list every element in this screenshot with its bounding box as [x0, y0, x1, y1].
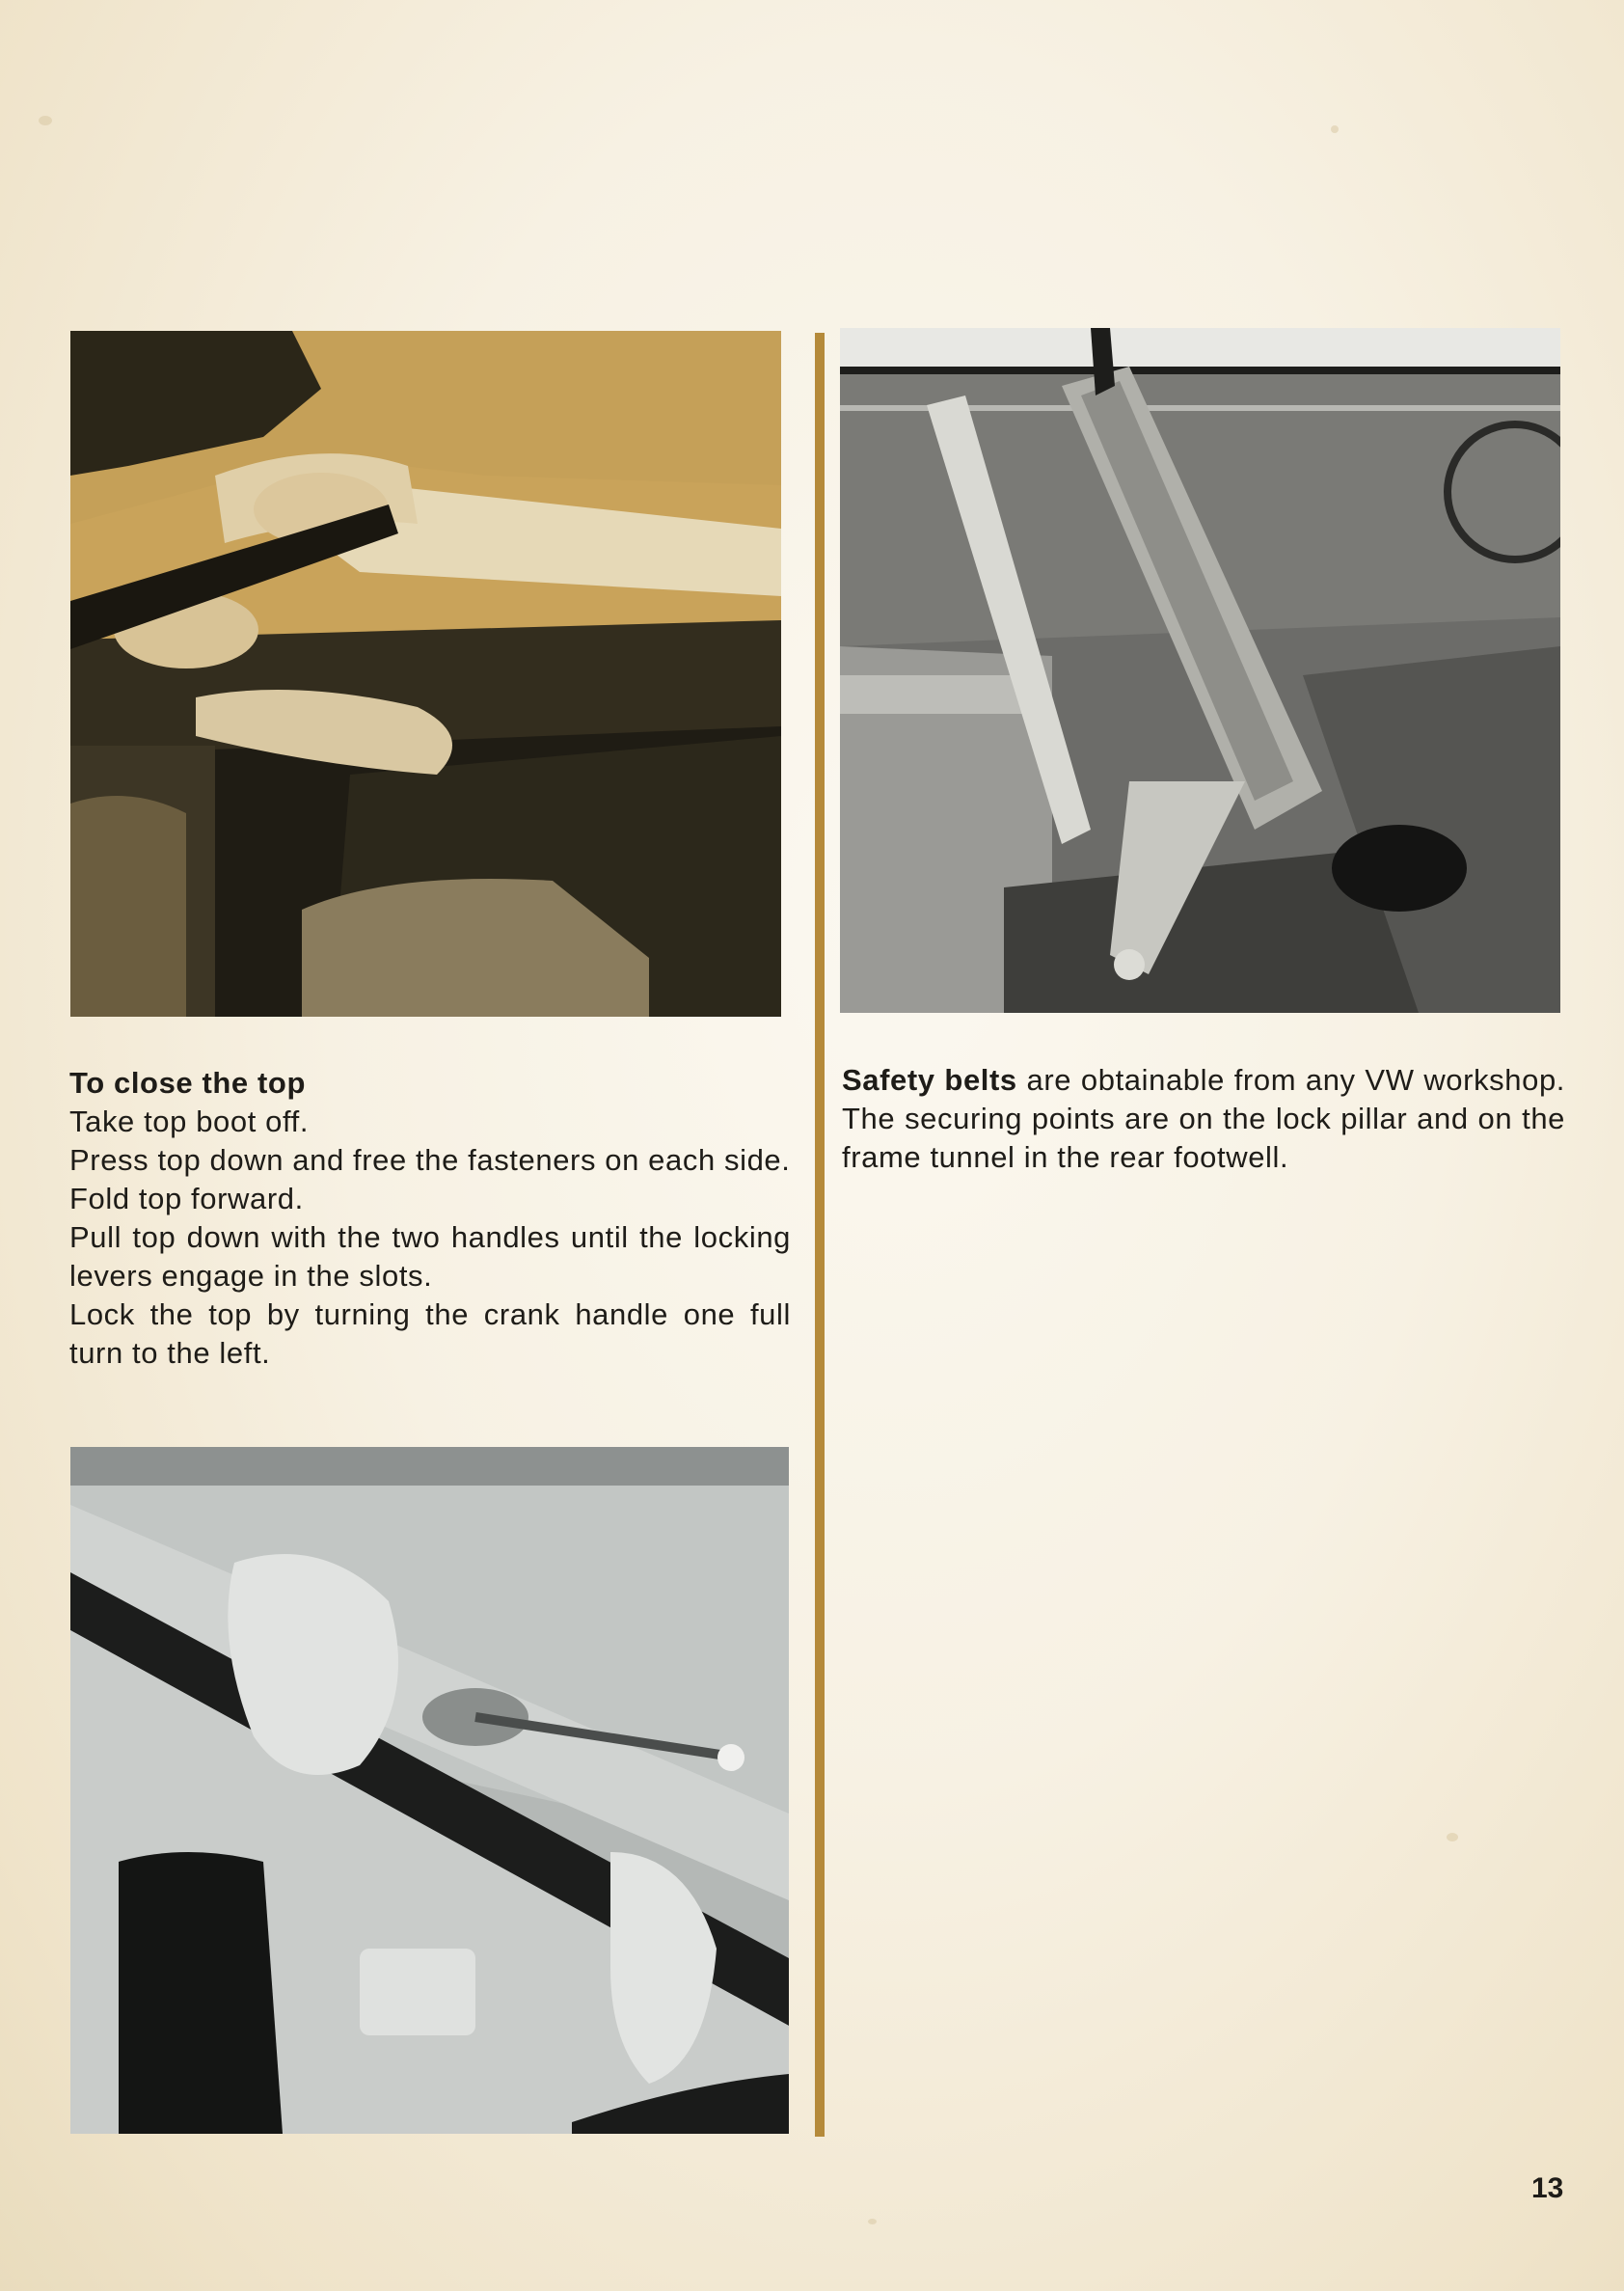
close-top-instructions: [69, 1064, 791, 1373]
safety-belts-note: [842, 1061, 1565, 1177]
section-heading: To close the top: [69, 1066, 306, 1100]
instruction-step: Pull top down with the two handles until the locking levers engage in the slots.: [69, 1220, 791, 1293]
instruction-step: Lock the top by turning the crank handle one full turn to the left.: [69, 1297, 791, 1370]
instruction-step: Fold top forward.: [69, 1182, 304, 1215]
paper-speck: [39, 116, 52, 125]
photo-closing-top: [70, 331, 781, 1017]
column-divider: [815, 333, 825, 2137]
safety-belts-text: are obtainable from any VW workshop. The securing points are on the lock pillar and on the frame tunnel in the rear footwell.: [842, 1063, 1565, 1174]
page-number: 13: [1531, 2172, 1564, 2204]
photo-safety-belt-illustration: [840, 328, 1560, 1013]
instruction-step: Press top down and free the fasteners on each side.: [69, 1143, 791, 1177]
paper-speck: [1331, 125, 1339, 133]
paper-speck: [1447, 1833, 1458, 1841]
paper-speck: [868, 2219, 877, 2224]
photo-closing-top-illustration: [70, 331, 781, 1017]
photo-crank-handle-illustration: [70, 1447, 789, 2134]
safety-belts-lead: Safety belts: [842, 1063, 1017, 1097]
instruction-step: Take top boot off.: [69, 1105, 310, 1138]
photo-safety-belt: [840, 328, 1560, 1013]
photo-crank-handle: [70, 1447, 789, 2134]
